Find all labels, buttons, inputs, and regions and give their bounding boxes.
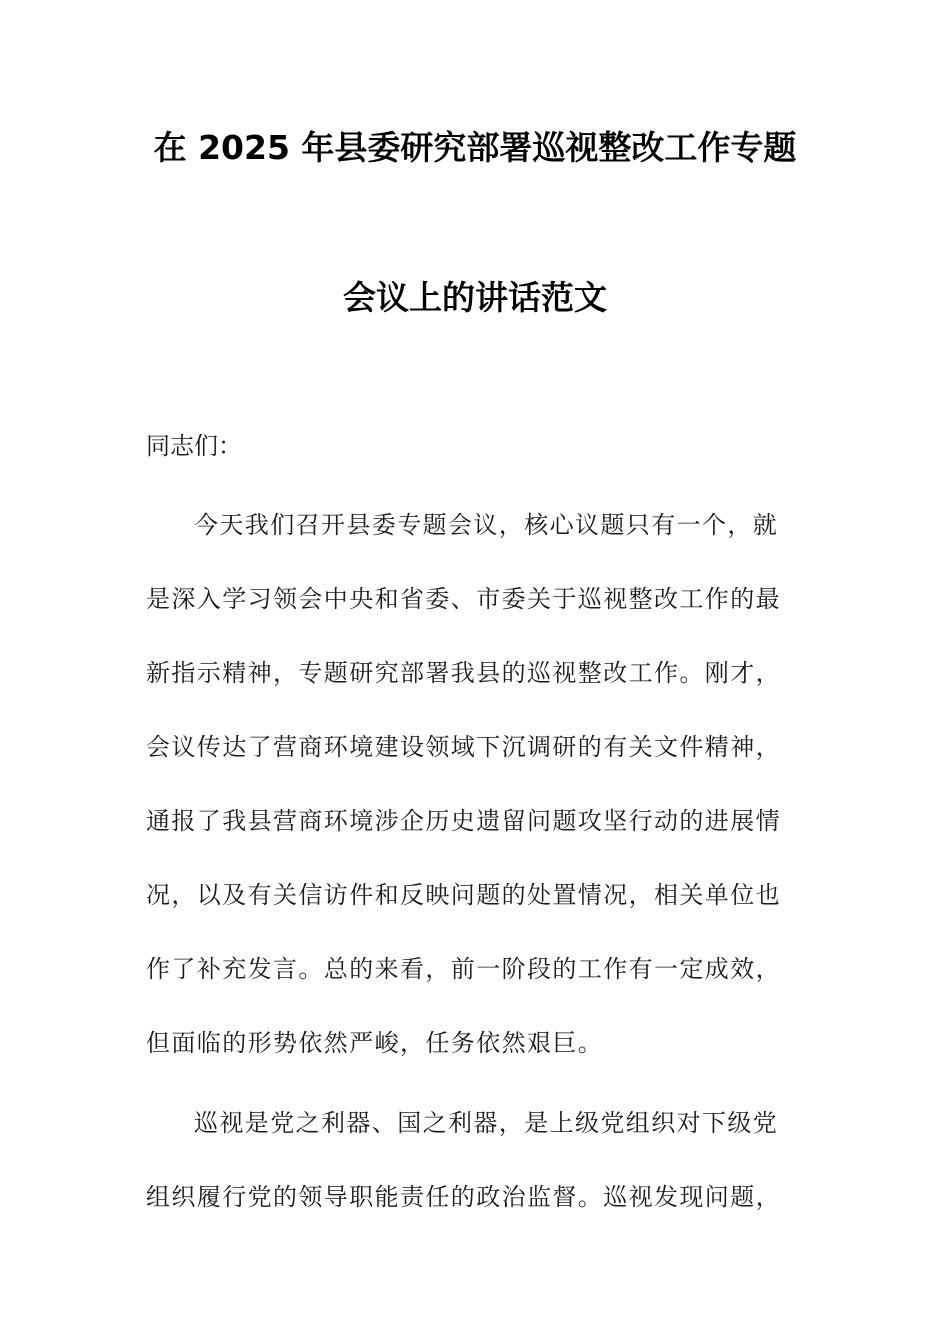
paragraph-line: 巡视是党之利器、国之利器，是上级党组织对下级党 [194, 1109, 779, 1137]
document-title-line-2: 会议上的讲话范文 [343, 278, 607, 317]
paragraph-line: 组织履行党的领导职能责任的政治监督。巡视发现问题， [146, 1183, 781, 1211]
paragraph-line: 况，以及有关信访件和反映问题的处置情况，相关单位也 [146, 881, 781, 909]
paragraph-line: 会议传达了营商环境建设领域下沉调研的有关文件精神， [146, 733, 781, 761]
paragraph-line: 但面临的形势依然严峻，任务依然艰巨。 [146, 1029, 604, 1057]
paragraph-line: 作了补充发言。总的来看，前一阶段的工作有一定成效， [146, 955, 781, 983]
paragraph-line: 是深入学习领会中央和省委、市委关于巡视整改工作的最 [146, 585, 781, 613]
paragraph-line: 今天我们召开县委专题会议，核心议题只有一个，就 [194, 511, 779, 539]
document-title-line-1: 在 2025 年县委研究部署巡视整改工作专题 [153, 128, 797, 167]
paragraph-line: 通报了我县营商环境涉企历史遗留问题攻坚行动的进展情 [146, 807, 781, 835]
salutation: 同志们： [146, 432, 242, 460]
paragraph-line: 新指示精神，专题研究部署我县的巡视整改工作。刚才， [146, 659, 781, 687]
